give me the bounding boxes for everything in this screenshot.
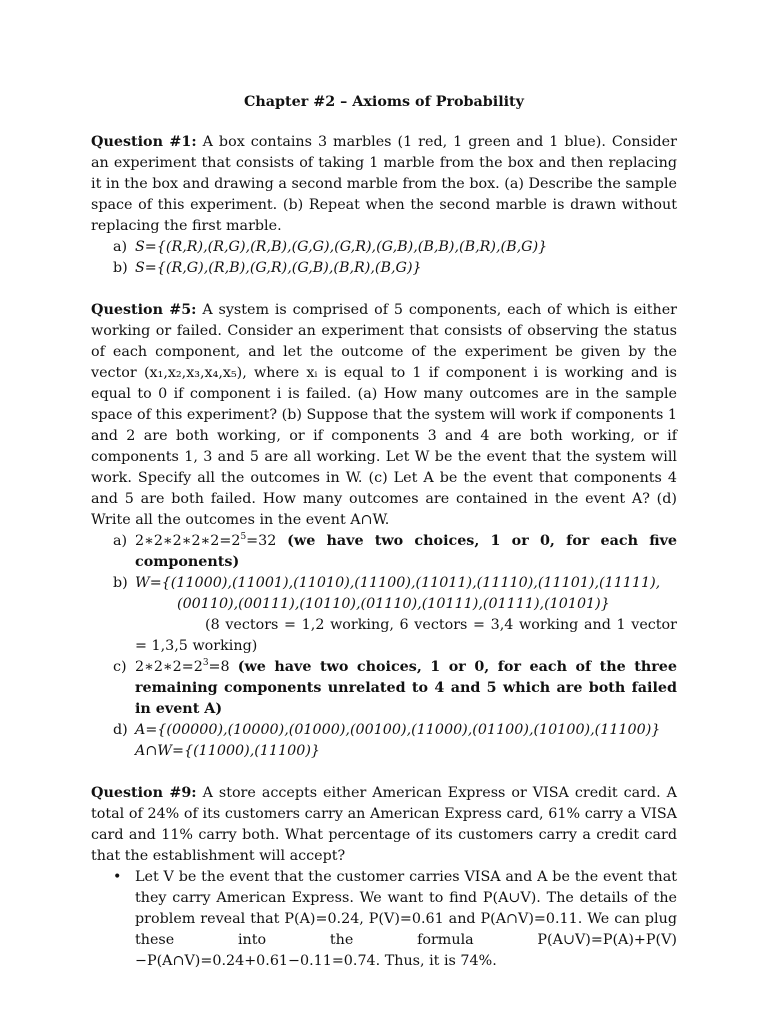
- answer-exponent: 3: [202, 658, 209, 669]
- answer-label: c): [113, 659, 127, 675]
- answer-label: a): [113, 239, 128, 255]
- question-9-label: Question #9:: [91, 785, 197, 801]
- question-1-label: Question #1:: [91, 134, 197, 150]
- answer-result: =8: [208, 659, 230, 675]
- answer-item: [91, 720, 677, 741]
- answer-text: A={(00000),(10000),(01000),(00100),(11000),(01100),(10100),(11100)}: [135, 722, 661, 738]
- answer-continuation: [91, 594, 677, 615]
- question-1-prompt: [91, 132, 677, 237]
- answer-expression: 2∗2∗2=2: [135, 659, 203, 675]
- answer-text: (00110),(00111),(10110),(01110),(10111),(01111),(10101)}: [177, 596, 610, 612]
- question-5-label: Question #5:: [91, 302, 197, 318]
- bullet-icon: •: [113, 869, 122, 885]
- answer-label: b): [113, 260, 128, 276]
- question-9-prompt: [91, 783, 677, 867]
- question-1-answers: [91, 237, 677, 279]
- answer-item: [91, 867, 677, 972]
- answer-label: a): [113, 533, 128, 549]
- answer-text: [135, 531, 677, 573]
- answer-item: [91, 573, 677, 594]
- answer-item: [91, 258, 677, 279]
- answer-note: (8 vectors = 1,2 working, 6 vectors = 3,4 working and 1 vector = 1,3,5 working): [135, 617, 677, 654]
- question-9-answers: [91, 867, 677, 972]
- page-title: Chapter #2 – Axioms of Probability: [244, 94, 524, 110]
- answer-expression: 2∗2∗2∗2∗2=2: [135, 533, 241, 549]
- answer-text: S={(R,G),(R,B),(G,R),(G,B),(B,R),(B,G)}: [135, 260, 422, 276]
- question-9: [91, 783, 677, 972]
- question-5: [91, 300, 677, 762]
- answer-text: A∩W={(11000),(11100)}: [135, 743, 320, 759]
- answer-result: =32: [246, 533, 277, 549]
- answer-text: [135, 657, 677, 720]
- question-5-answers: [91, 531, 677, 762]
- answer-note: (we have two choices, 1 or 0, for each five components): [135, 533, 677, 570]
- question-1-text: A box contains 3 marbles (1 red, 1 green and 1 blue). Consider an experiment that consists of taking 1 marble from the box and then replacing it in the box and drawing a second marble from the box. (a) Describe the sample space of this experiment. (b) Repeat when the second marble is drawn without replacing the first marble.: [91, 134, 677, 234]
- question-9-text: A store accepts either American Express or VISA credit card. A total of 24% of its customers carry an American Express card, 61% carry a VISA card and 11% carry both. What percentage of its customers carry a credit card that the establishment will accept?: [91, 785, 677, 864]
- question-1: [91, 132, 677, 279]
- answer-label: b): [113, 575, 128, 591]
- answer-item: [91, 531, 677, 573]
- answer-label: d): [113, 722, 128, 738]
- answer-text: W={(11000),(11001),(11010),(11100),(11011),(11110),(11101),(11111),: [135, 575, 661, 591]
- answer-continuation: [91, 741, 677, 762]
- answer-item: [91, 237, 677, 258]
- answer-note-line: [91, 615, 677, 657]
- question-5-prompt: [91, 300, 677, 531]
- question-5-text: A system is comprised of 5 components, each of which is either working or failed. Consider an experiment that consists of observing the status of each component, and let the outcome of the experiment be given by the vector (x₁,x₂,x₃,x₄,x₅), where xᵢ is equal to 1 if component i is working and is equal to 0 if component i is failed. (a) How many outcomes are in the sample space of this experiment? (b) Suppose that the system will work if components 1 and 2 are both working, or if components 3 and 4 are both working, or if components 1, 3 and 5 are all working. Let W be the event that the system will work. Specify all the outcomes in W. (c) Let A be the event that components 4 and 5 are both failed. How many outcomes are contained in the event A? (d) Write all the outcomes in the event A∩W.: [91, 302, 678, 528]
- answer-item: [91, 657, 677, 720]
- answer-text: Let V be the event that the customer carries VISA and A be the event that they carry American Express. We want to find P(A∪V). The details of the problem reveal that P(A)=0.24, P(V)=0.61 and P(A∩V)=0.11. We can plug these into the formula P(A∪V)=P(A)+P(V)−P(A∩V)=0.24+0.61−0.11=0.74. Thus, it is 74%.: [135, 869, 677, 969]
- answer-exponent: 5: [240, 532, 247, 543]
- answer-text: S={(R,R),(R,G),(R,B),(G,G),(G,R),(G,B),(B,B),(B,R),(B,G)}: [135, 239, 548, 255]
- answer-note: (we have two choices, 1 or 0, for each of the three remaining components unrelated to 4 and 5 which are both failed in event A): [135, 659, 677, 717]
